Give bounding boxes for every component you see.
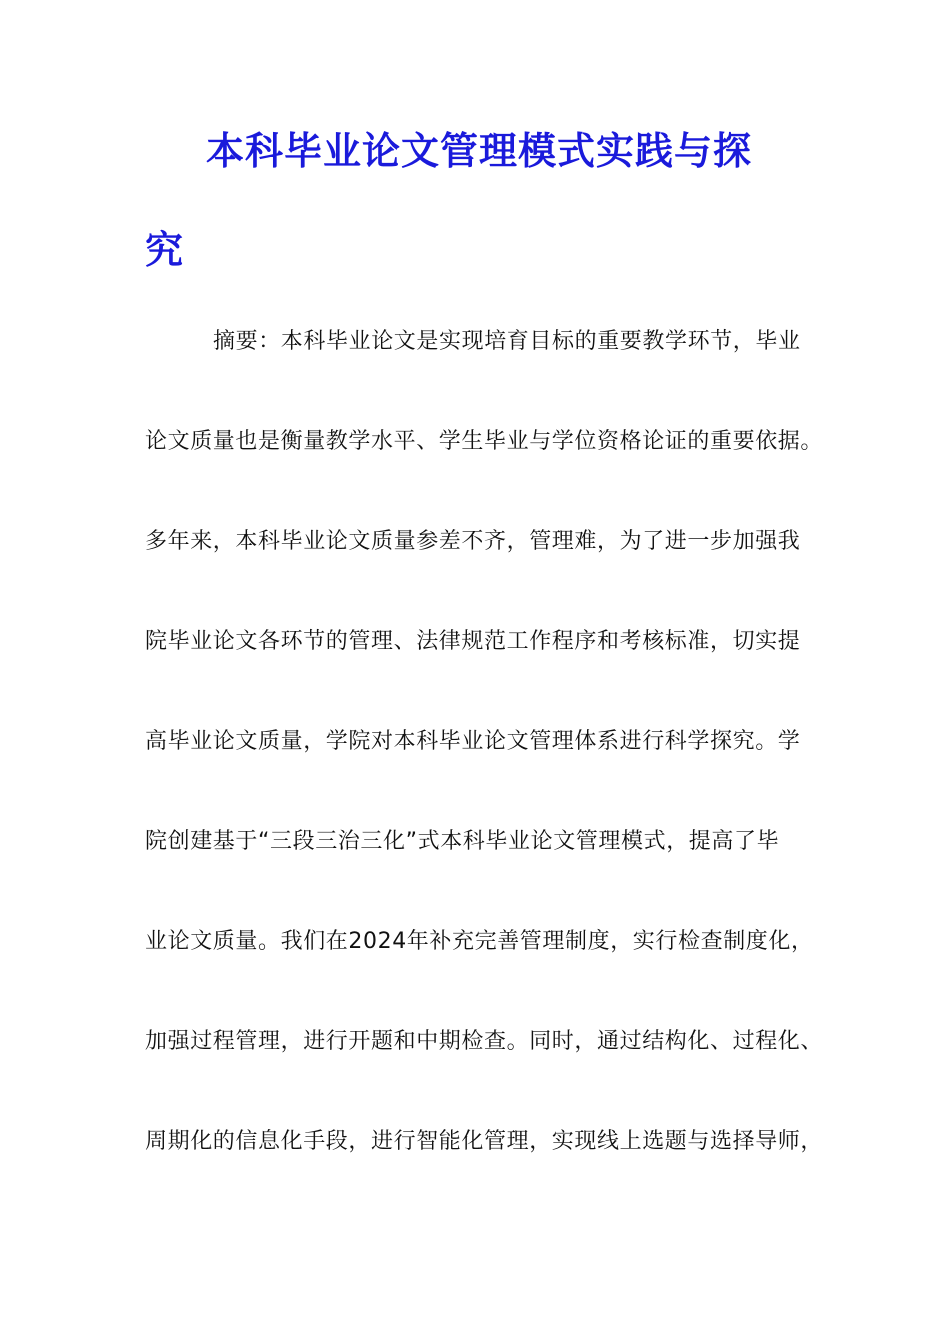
- document-title-line-2: 究: [145, 228, 185, 272]
- body-text-line: 多年来，本科毕业论文质量参差不齐，管理难，为了进一步加强我: [145, 529, 801, 554]
- body-text-line: 周期化的信息化手段，进行智能化管理，实现线上选题与选择导师，: [145, 1129, 824, 1154]
- body-text-line: 高毕业论文质量，学院对本科毕业论文管理体系进行科学探究。学: [145, 729, 801, 754]
- document-title-line-1: 本科毕业论文管理模式实践与探: [206, 129, 753, 173]
- body-text-line: 加强过程管理，进行开题和中期检查。同时，通过结构化、过程化、: [145, 1029, 824, 1054]
- body-text-line: 业论文质量。我们在2024年补充完善管理制度，实行检查制度化，: [145, 929, 814, 954]
- body-text-line: 摘要：本科毕业论文是实现培育目标的重要教学环节，毕业: [213, 329, 801, 354]
- body-text-line: 院创建基于“三段三治三化”式本科毕业论文管理模式，提高了毕: [145, 829, 780, 854]
- body-text-line: 论文质量也是衡量教学水平、学生毕业与学位资格论证的重要依据。: [145, 429, 824, 454]
- body-text-line: 院毕业论文各环节的管理、法律规范工作程序和考核标准，切实提: [145, 629, 801, 654]
